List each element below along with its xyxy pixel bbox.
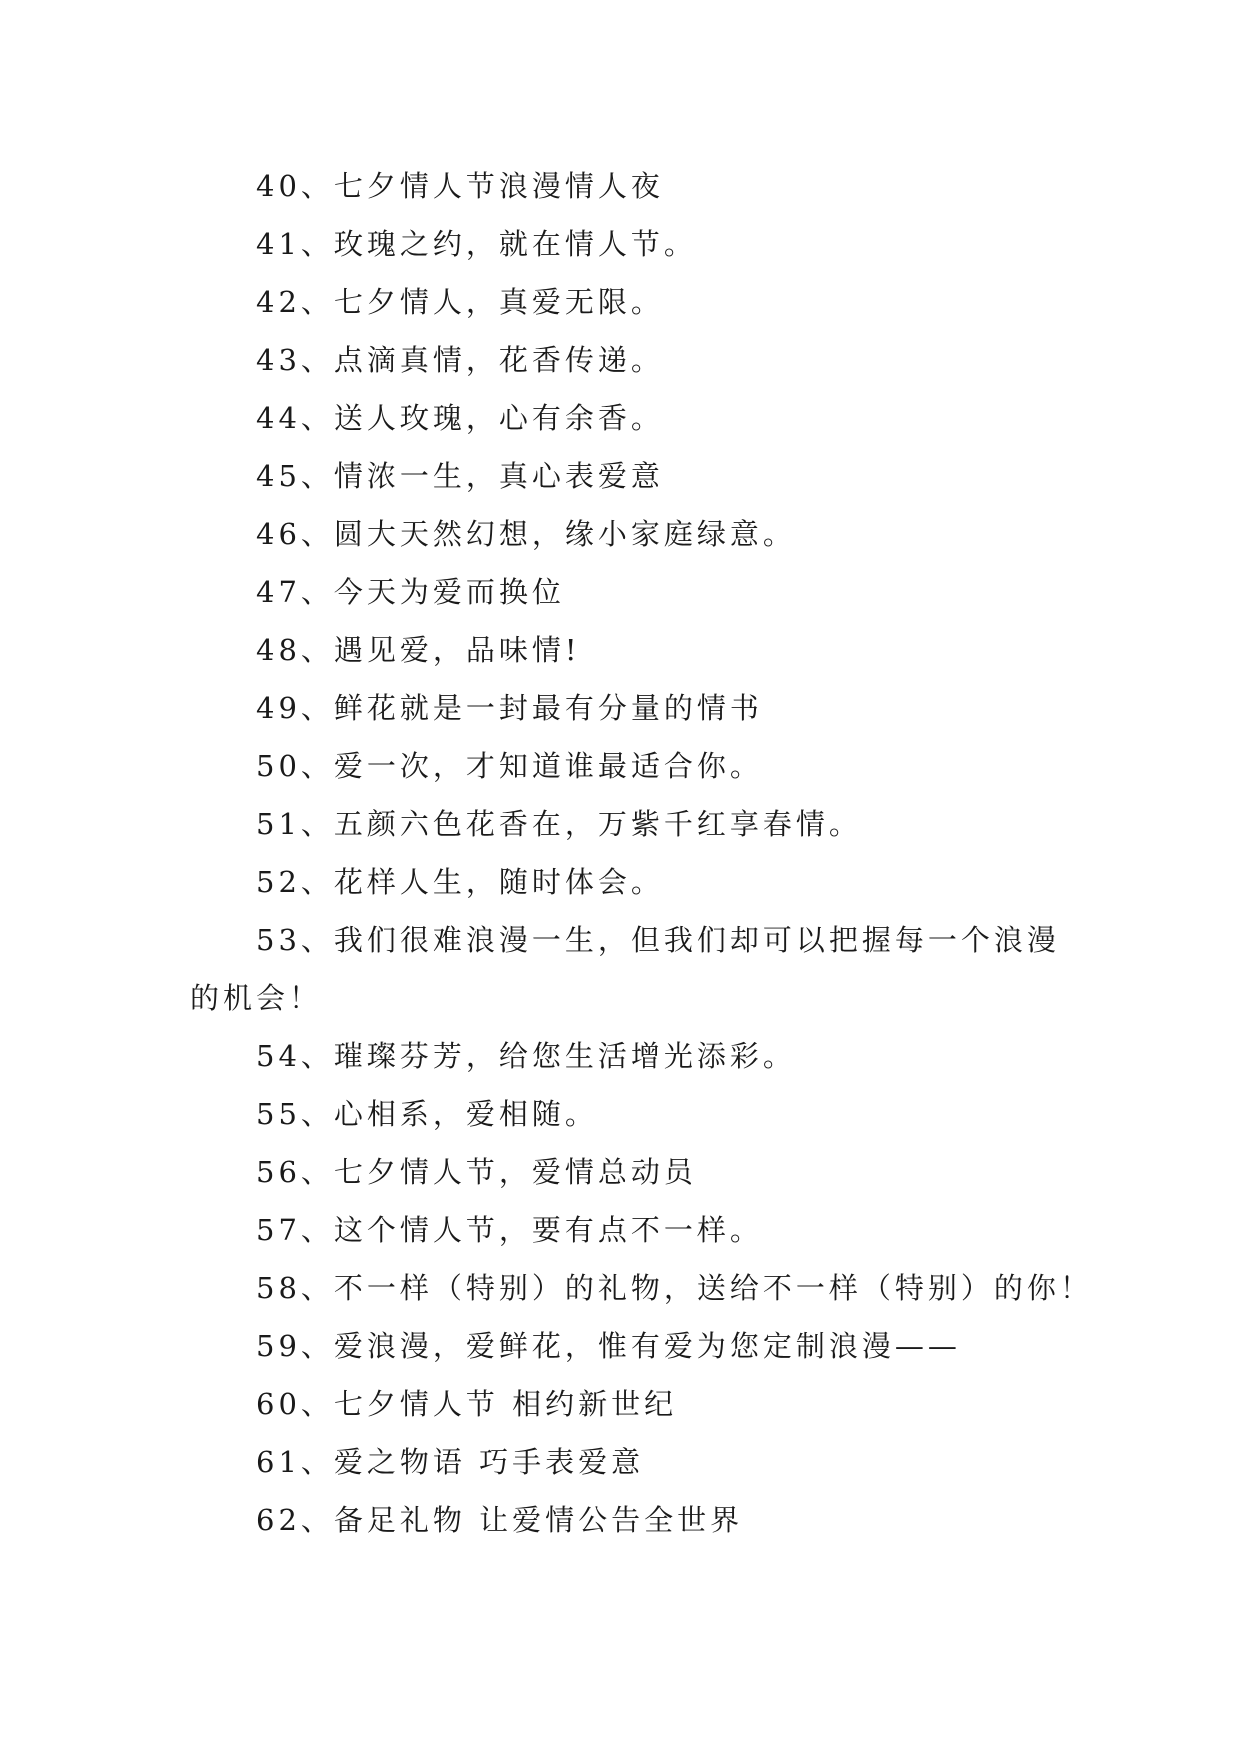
list-item: 55、心相系，爱相随。: [256, 1097, 598, 1131]
list-item: 46、圆大天然幻想，缘小家庭绿意。: [256, 517, 796, 551]
list-item: 52、花样人生，随时体会。: [256, 865, 664, 899]
list-item: 59、爱浪漫，爱鲜花，惟有爱为您定制浪漫——: [256, 1329, 961, 1363]
list-item: 62、备足礼物 让爱情公告全世界: [256, 1503, 744, 1537]
list-item: 60、七夕情人节 相约新世纪: [256, 1387, 678, 1421]
list-item: 51、五颜六色花香在，万紫千红享春情。: [256, 807, 862, 841]
list-item: 50、爱一次，才知道谁最适合你。: [256, 749, 763, 783]
list-item: 44、送人玫瑰，心有余香。: [256, 401, 664, 435]
list-item: 47、今天为爱而换位: [256, 575, 565, 609]
list-item: 57、这个情人节，要有点不一样。: [256, 1213, 763, 1247]
document-body: [190, 157, 1093, 1549]
list-item: 43、点滴真情，花香传递。: [256, 343, 664, 377]
list-item: 53、我们很难浪漫一生，但我们却可以把握每一个浪漫的机会！: [190, 923, 1060, 1015]
list-item: 56、七夕情人节，爱情总动员: [256, 1155, 697, 1189]
list-item: 54、璀璨芬芳，给您生活增光添彩。: [256, 1039, 796, 1073]
list-item: 41、玫瑰之约，就在情人节。: [256, 227, 697, 261]
list-item: 58、不一样（特别）的礼物，送给不一样（特别）的你！: [256, 1271, 1093, 1305]
list-item: 61、爱之物语 巧手表爱意: [256, 1445, 645, 1479]
list-item: 48、遇见爱，品味情!: [256, 633, 581, 667]
list-item: 45、情浓一生，真心表爱意: [256, 459, 664, 493]
list-item: 42、七夕情人，真爱无限。: [256, 285, 664, 319]
list-item: 49、鲜花就是一封最有分量的情书: [256, 691, 763, 725]
list-item: 40、七夕情人节浪漫情人夜: [256, 169, 664, 203]
